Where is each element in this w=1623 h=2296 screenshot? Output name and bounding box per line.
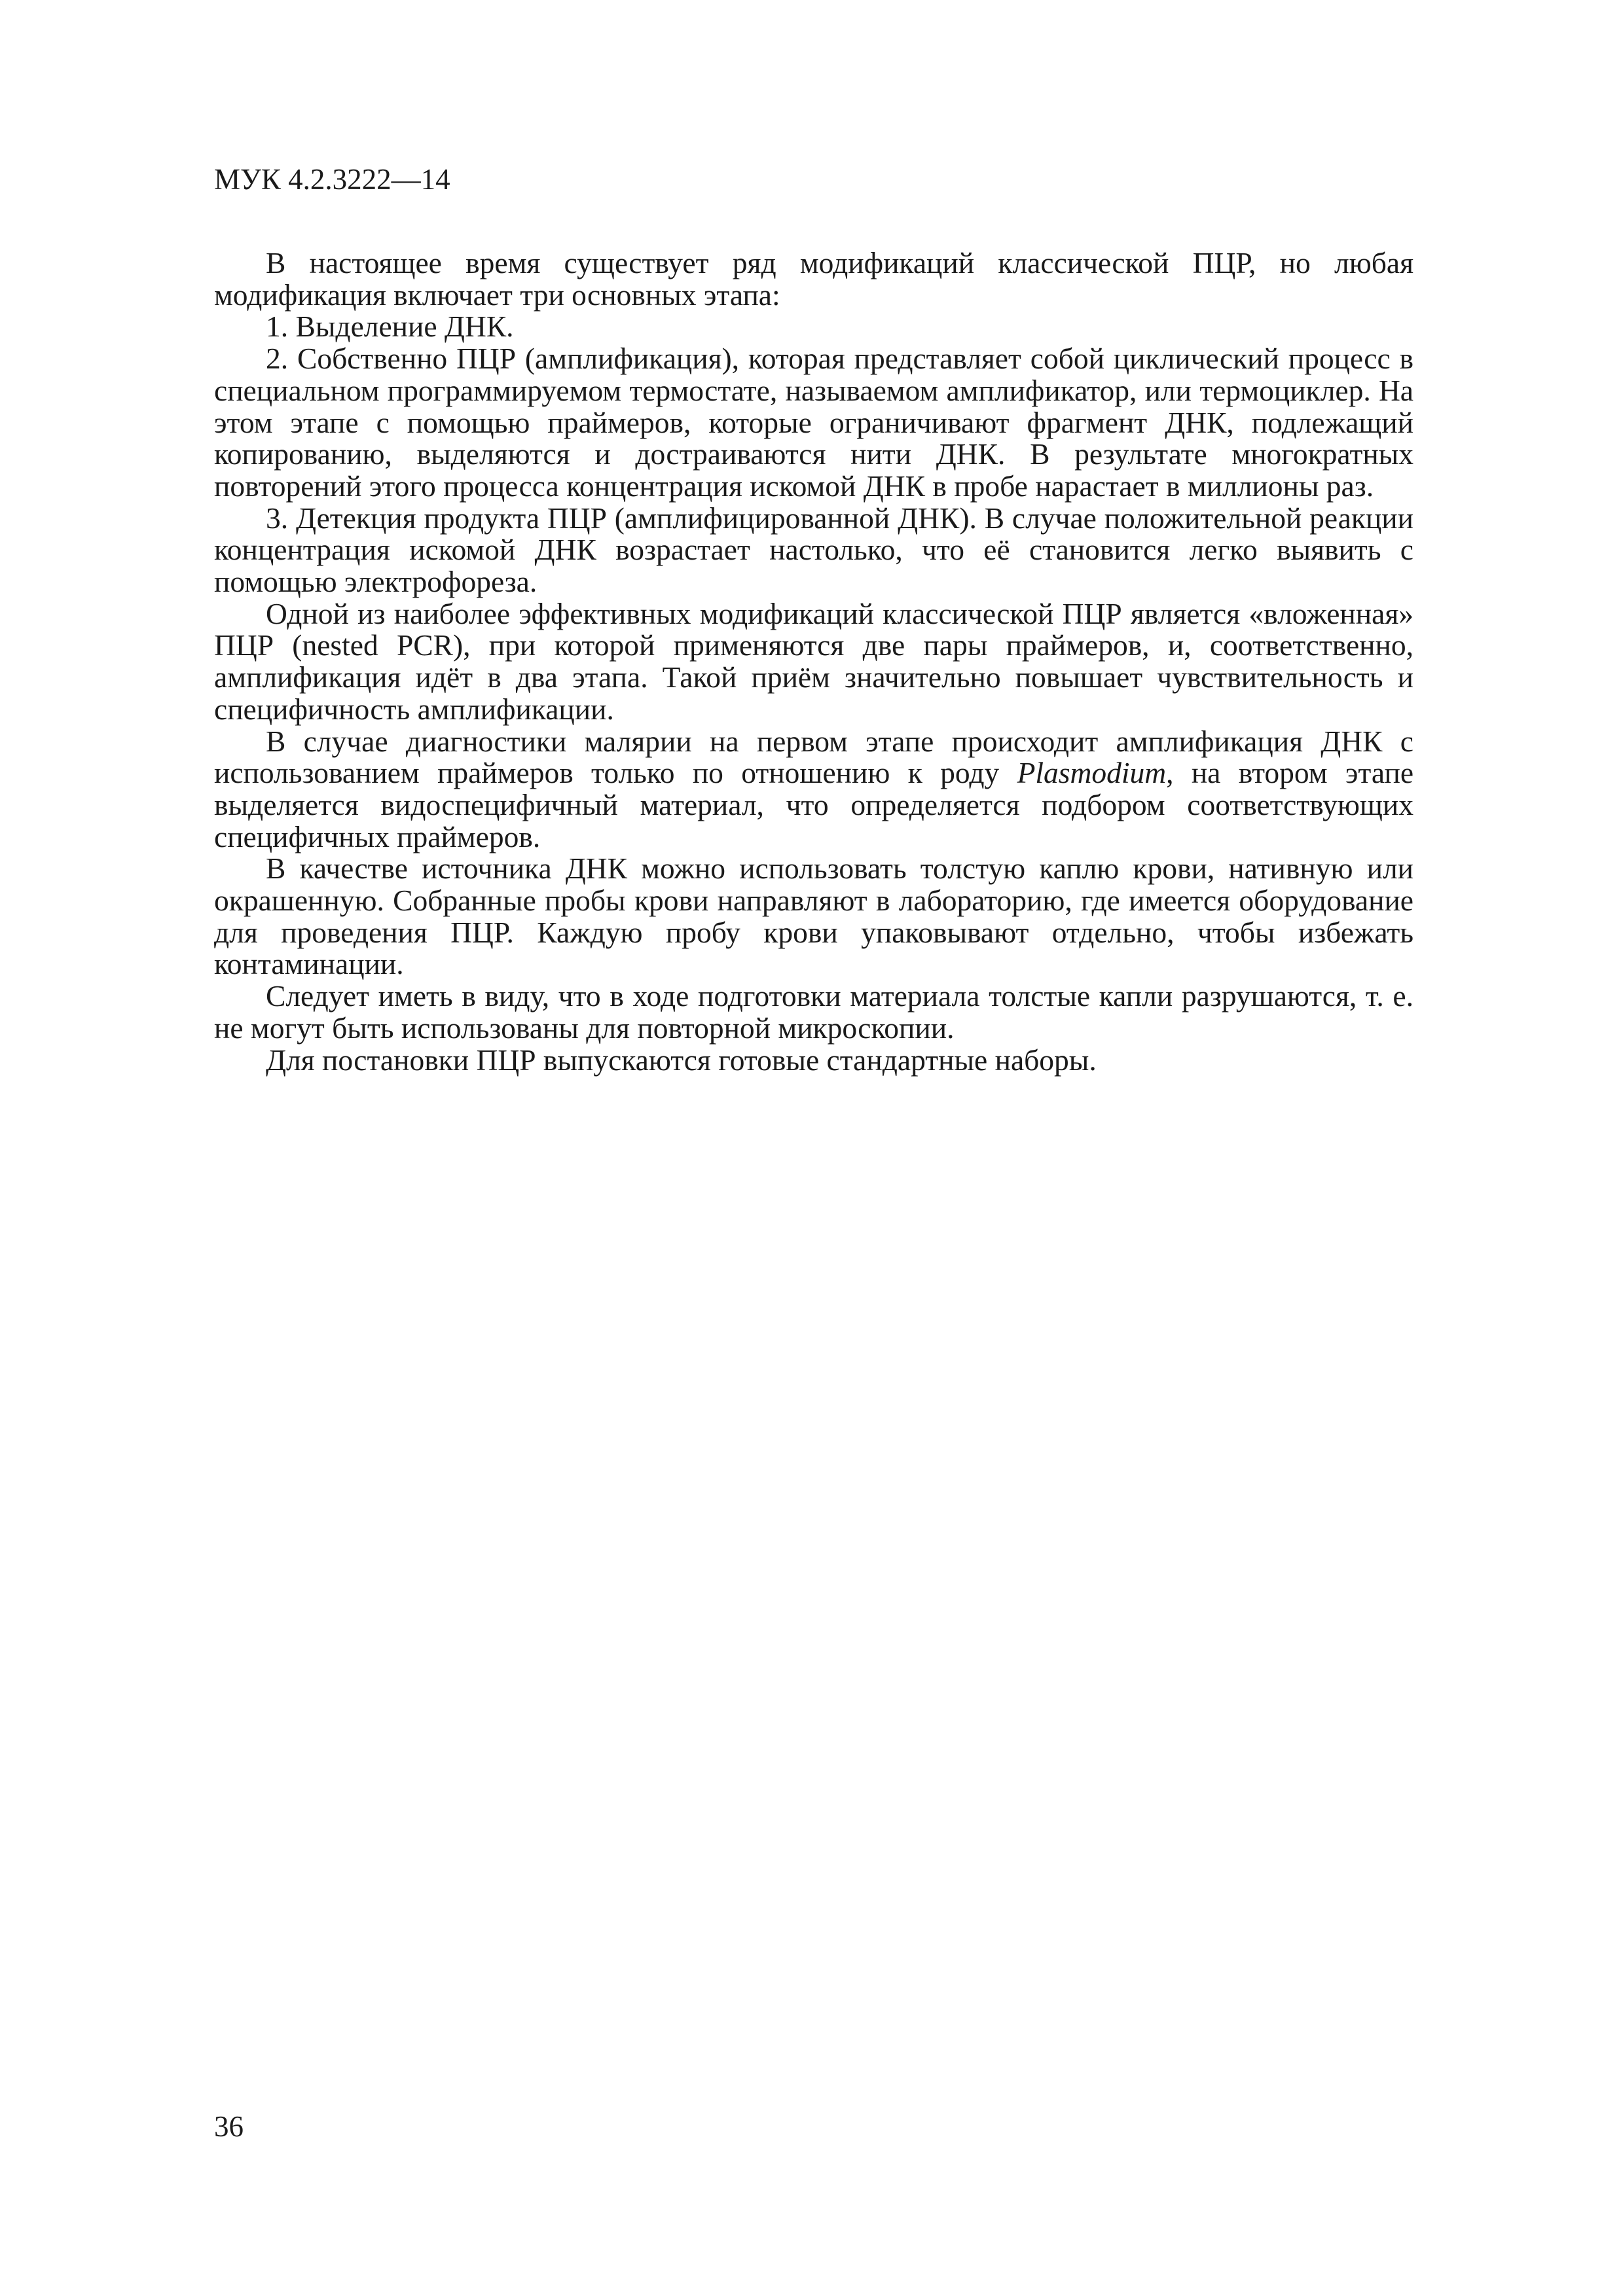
paragraph-pcr-modifications: В настоящее время существует ряд модификаций классической ПЦР, но любая модификация включает три основных этапа: (214, 246, 1413, 312)
document-body (214, 247, 1413, 1076)
malaria-text-start: В случае диагностики малярии на первом этапе происходит амплификация ДНК с использованием праймеров только по отношению к роду (214, 724, 1413, 790)
paragraph-step-2: 2. Собственно ПЦР (амплификация), которая представляет собой циклический процесс в специальном программируемом термостате, называемом амплификатор, или термоциклер. На этом этапе с помощью праймеров, которые ограничивают фрагмент ДНК, подлежащий копированию, выделяются и достраиваются нити ДНК. В результате многократных повторений этого процесса концентрация искомой ДНК в пробе нарастает в миллионы раз. (214, 342, 1413, 503)
paragraph-step-3: 3. Детекция продукта ПЦР (амплифицированной ДНК). В случае положительной реакции концентрация искомой ДНК возрастает настолько, что её становится легко выявить с помощью электрофореза. (214, 501, 1413, 599)
document-code-header: МУК 4.2.3222—14 (214, 163, 450, 196)
paragraph-standard-kits: Для постановки ПЦР выпускаются готовые стандартные наборы. (266, 1043, 1097, 1077)
paragraph-malaria-diagnostics (214, 726, 1413, 853)
malaria-text-end: , на втором этапе выделяется видоспецифичный материал, что определяется подбором соответствующих специфичных праймеров. (214, 756, 1414, 853)
paragraph-nested-pcr: Одной из наиболее эффективных модификаций классической ПЦР является «вложенная» ПЦР (nested PCR), при которой применяются две пары праймеров, и, соответственно, амплификация идёт в два этапа. Такой приём значительно повышает чувствительность и специфичность амплификации. (214, 596, 1413, 726)
paragraph-thick-drops: Следует иметь в виду, что в ходе подготовки материала толстые капли разрушаются, т. е. не могут быть использованы для повторной микроскопии. (214, 979, 1413, 1045)
paragraph-step-1: 1. Выделение ДНК. (266, 310, 514, 344)
paragraph-dna-source: В качестве источника ДНК можно использовать толстую каплю крови, нативную или окрашенную. Собранные пробы крови направляют в лабораторию, где имеется оборудование для проведения ПЦР. Каждую пробу крови упаковывают отдельно, чтобы избежать контаминации. (214, 852, 1413, 981)
page-number: 36 (214, 2110, 244, 2143)
genus-name-italic: Plasmodium (1017, 756, 1167, 790)
